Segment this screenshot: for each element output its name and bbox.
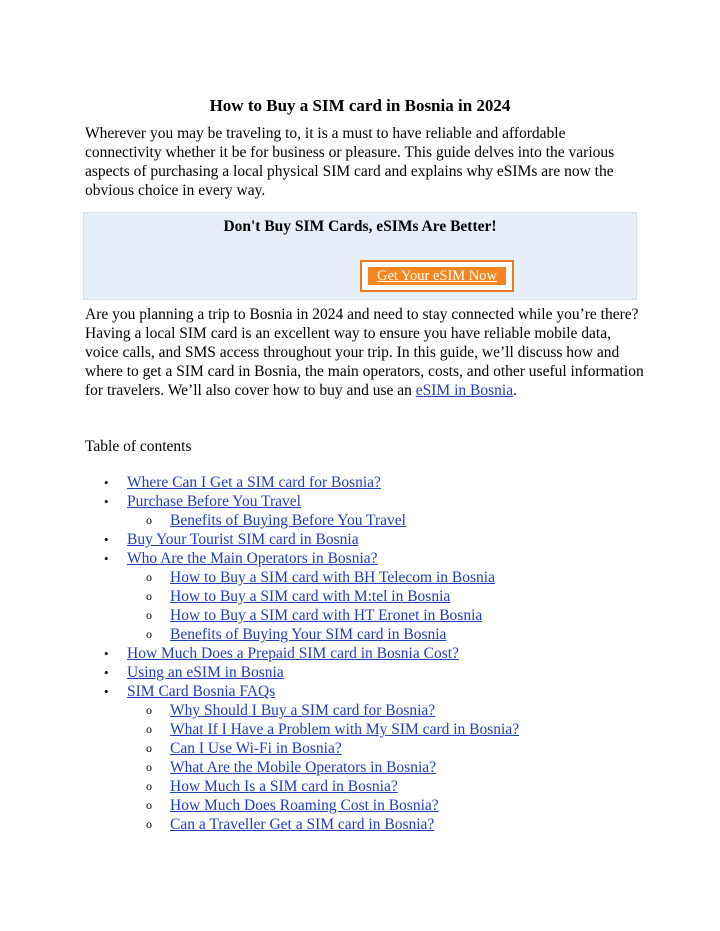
toc-item: [0, 796, 720, 815]
toc-link[interactable]: Can I Use Wi-Fi in Bosnia?: [170, 740, 342, 757]
sub-bullet-icon: o: [146, 779, 152, 793]
toc-item: [0, 625, 720, 644]
toc-link[interactable]: Using an eSIM in Bosnia: [127, 664, 284, 681]
toc-link[interactable]: Benefits of Buying Before You Travel: [170, 512, 406, 529]
sub-bullet-icon: o: [146, 817, 152, 831]
sub-bullet-icon: o: [146, 798, 152, 812]
toc-item: [0, 758, 720, 777]
body-text-end: .: [513, 382, 517, 399]
toc-link[interactable]: What If I Have a Problem with My SIM card in Bosnia?: [170, 721, 520, 738]
promo-heading: Don't Buy SIM Cards, eSIMs Are Better!: [223, 218, 497, 235]
toc-item: [0, 739, 720, 758]
table-of-contents: [0, 473, 720, 834]
intro-paragraph: Wherever you may be traveling to, it is a must to have reliable and affordable connectivity whether it be for business or pleasure. This guide delves into the various aspects of purchasing a local physical SIM card and explains why eSIMs are now the obvious choice in every way.: [85, 125, 615, 199]
esim-bosnia-link[interactable]: eSIM in Bosnia: [415, 382, 514, 399]
bullet-icon: •: [104, 646, 109, 661]
toc-item: [0, 815, 720, 834]
bullet-icon: •: [104, 494, 109, 509]
toc-link[interactable]: Purchase Before You Travel: [127, 493, 301, 510]
toc-item: [0, 644, 720, 663]
sub-bullet-icon: o: [146, 741, 152, 755]
toc-heading: Table of contents: [85, 438, 192, 455]
toc-link[interactable]: Buy Your Tourist SIM card in Bosnia: [127, 531, 359, 548]
toc-link[interactable]: How to Buy a SIM card with M:tel in Bosnia: [170, 588, 451, 605]
sub-bullet-icon: o: [146, 513, 152, 527]
toc-item: [0, 587, 720, 606]
body-text: Are you planning a trip to Bosnia in 2024 and need to stay connected while you’re there? Having a local SIM card is an excellent way to ensure you have reliable mobile data, voice calls, and SMS access throughout your trip. In this guide, we’ll discuss how and where to get a SIM card in Bosnia, the main operators, costs, and other useful information for travelers. We’ll also cover how to buy and use an: [85, 306, 644, 399]
toc-link[interactable]: How to Buy a SIM card with BH Telecom in Bosnia: [170, 569, 495, 586]
toc-link[interactable]: How to Buy a SIM card with HT Eronet in Bosnia: [170, 607, 483, 624]
toc-item: [0, 530, 720, 549]
toc-item: [0, 777, 720, 796]
toc-link[interactable]: How Much Does a Prepaid SIM card in Bosnia Cost?: [127, 645, 459, 662]
toc-link[interactable]: Why Should I Buy a SIM card for Bosnia?: [170, 702, 436, 719]
toc-link[interactable]: SIM Card Bosnia FAQs: [127, 683, 276, 700]
toc-link[interactable]: How Much Does Roaming Cost in Bosnia?: [170, 797, 439, 814]
esim-promo-box: [83, 212, 637, 300]
sub-bullet-icon: o: [146, 589, 152, 603]
get-esim-button-label[interactable]: Get Your eSIM Now: [368, 267, 506, 285]
toc-link[interactable]: Where Can I Get a SIM card for Bosnia?: [127, 474, 381, 491]
bullet-icon: •: [104, 532, 109, 547]
toc-item: [0, 492, 720, 511]
sub-bullet-icon: o: [146, 703, 152, 717]
bullet-icon: •: [104, 684, 109, 699]
toc-item: [0, 568, 720, 587]
toc-link[interactable]: Benefits of Buying Your SIM card in Bosnia: [170, 626, 447, 643]
body-paragraph: [85, 305, 645, 400]
toc-link[interactable]: Who Are the Main Operators in Bosnia?: [127, 550, 378, 567]
toc-item: [0, 473, 720, 492]
toc-item: [0, 682, 720, 701]
sub-bullet-icon: o: [146, 722, 152, 736]
toc-item: [0, 511, 720, 530]
sub-bullet-icon: o: [146, 570, 152, 584]
page-title: How to Buy a SIM card in Bosnia in 2024: [209, 96, 511, 116]
bullet-icon: •: [104, 665, 109, 680]
bullet-icon: •: [104, 475, 109, 490]
sub-bullet-icon: o: [146, 760, 152, 774]
toc-item: [0, 606, 720, 625]
get-esim-button[interactable]: [360, 260, 514, 292]
toc-link[interactable]: How Much Is a SIM card in Bosnia?: [170, 778, 398, 795]
toc-item: [0, 720, 720, 739]
toc-item: [0, 663, 720, 682]
toc-item: [0, 701, 720, 720]
toc-item: [0, 549, 720, 568]
sub-bullet-icon: o: [146, 627, 152, 641]
sub-bullet-icon: o: [146, 608, 152, 622]
bullet-icon: •: [104, 551, 109, 566]
toc-link[interactable]: Can a Traveller Get a SIM card in Bosnia?: [170, 816, 435, 833]
toc-link[interactable]: What Are the Mobile Operators in Bosnia?: [170, 759, 437, 776]
